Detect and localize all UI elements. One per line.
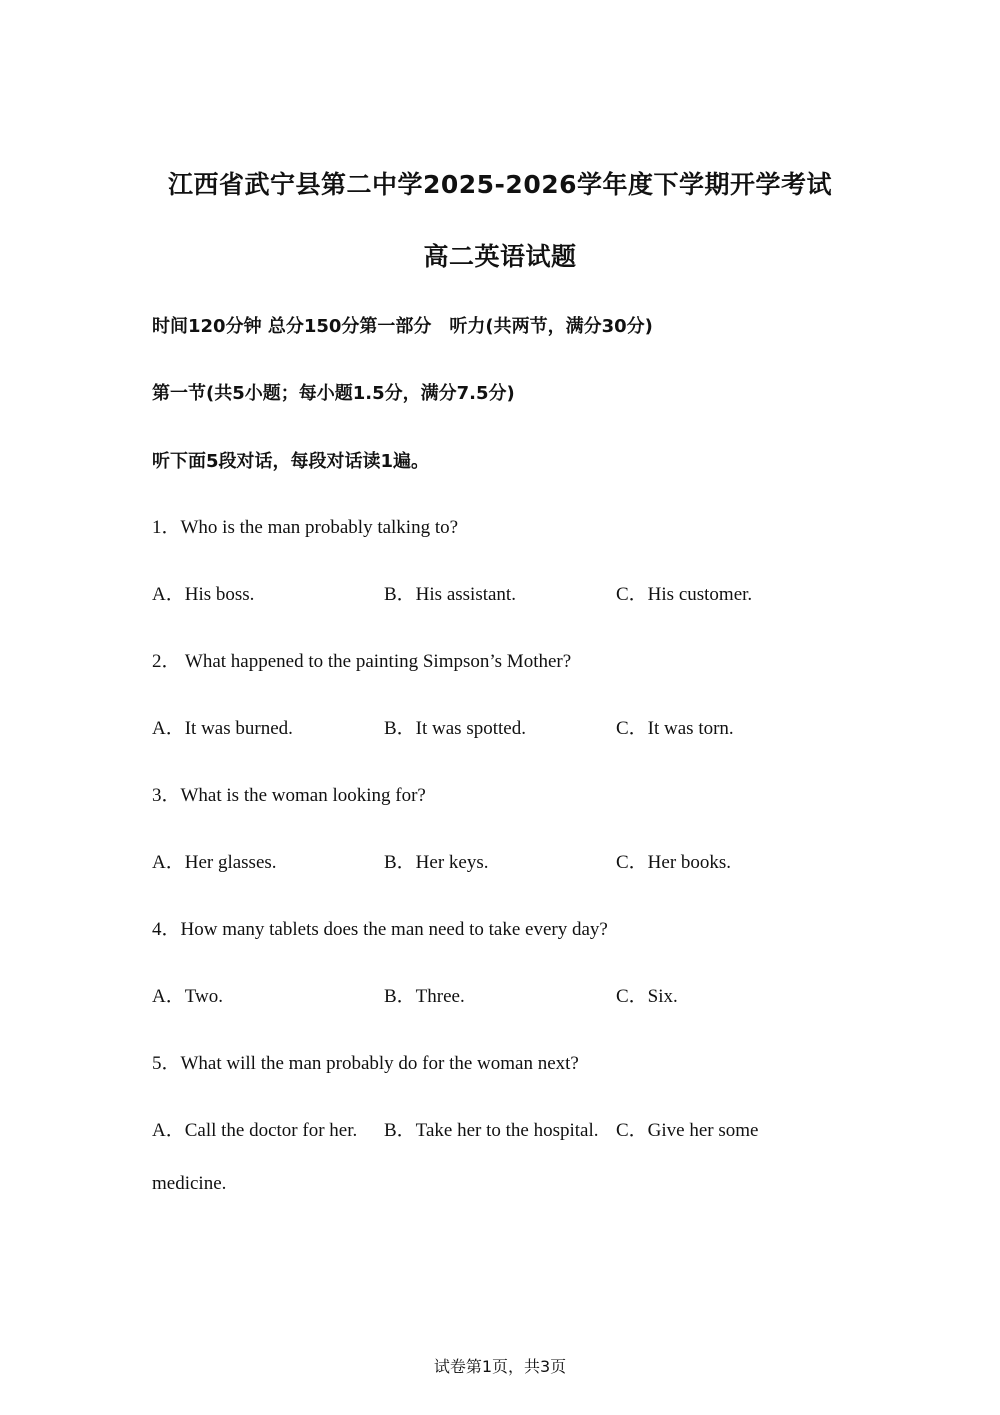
question-5: 5．What will the man probably do for the woman next? <box>152 1053 579 1074</box>
question-2-option-b: B．It was spotted. <box>384 718 526 739</box>
question-3-option-a: A．Her glasses. <box>152 852 277 873</box>
exam-title: 江西省武宁县第二中学2025-2026学年度下学期开学考试 <box>167 170 833 199</box>
question-5-option-c: C．Give her some <box>616 1120 759 1141</box>
question-3-option-c: C．Her books. <box>616 852 732 873</box>
question-4-option-a: A．Two. <box>152 986 223 1007</box>
question-1-option-b: B．His assistant. <box>384 584 516 605</box>
listening-instruction: 听下面5段对话，每段对话读1遍。 <box>152 451 430 472</box>
question-3: 3．What is the woman looking for? <box>152 785 426 806</box>
question-5-option-c-continuation: medicine. <box>152 1173 227 1194</box>
question-1-option-c: C．His customer. <box>616 584 753 605</box>
question-4: 4．How many tablets does the man need to take every day? <box>152 919 608 940</box>
exam-subtitle: 高二英语试题 <box>423 242 577 271</box>
question-3-option-b: B．Her keys. <box>384 852 489 873</box>
question-2: 2． What happened to the painting Simpson’s Mother? <box>152 651 572 672</box>
question-1: 1．Who is the man probably talking to? <box>152 517 459 538</box>
question-4-option-b: B．Three. <box>384 986 465 1007</box>
question-4-option-c: C．Six. <box>616 986 678 1007</box>
time-and-section-info: 时间120分钟 总分150分第一部分 听力(共两节，满分30分) <box>152 316 653 337</box>
question-5-option-a: A．Call the doctor for her. <box>152 1120 358 1141</box>
question-5-option-b: B．Take her to the hospital. <box>384 1120 599 1141</box>
question-2-option-c: C．It was torn. <box>616 718 734 739</box>
page-footer: 试卷第1页，共3页 <box>433 1357 567 1376</box>
question-1-option-a: A．His boss. <box>152 584 255 605</box>
question-2-option-a: A．It was burned. <box>152 718 293 739</box>
section-one-info: 第一节(共5小题；每小题1.5分，满分7.5分) <box>152 383 515 404</box>
